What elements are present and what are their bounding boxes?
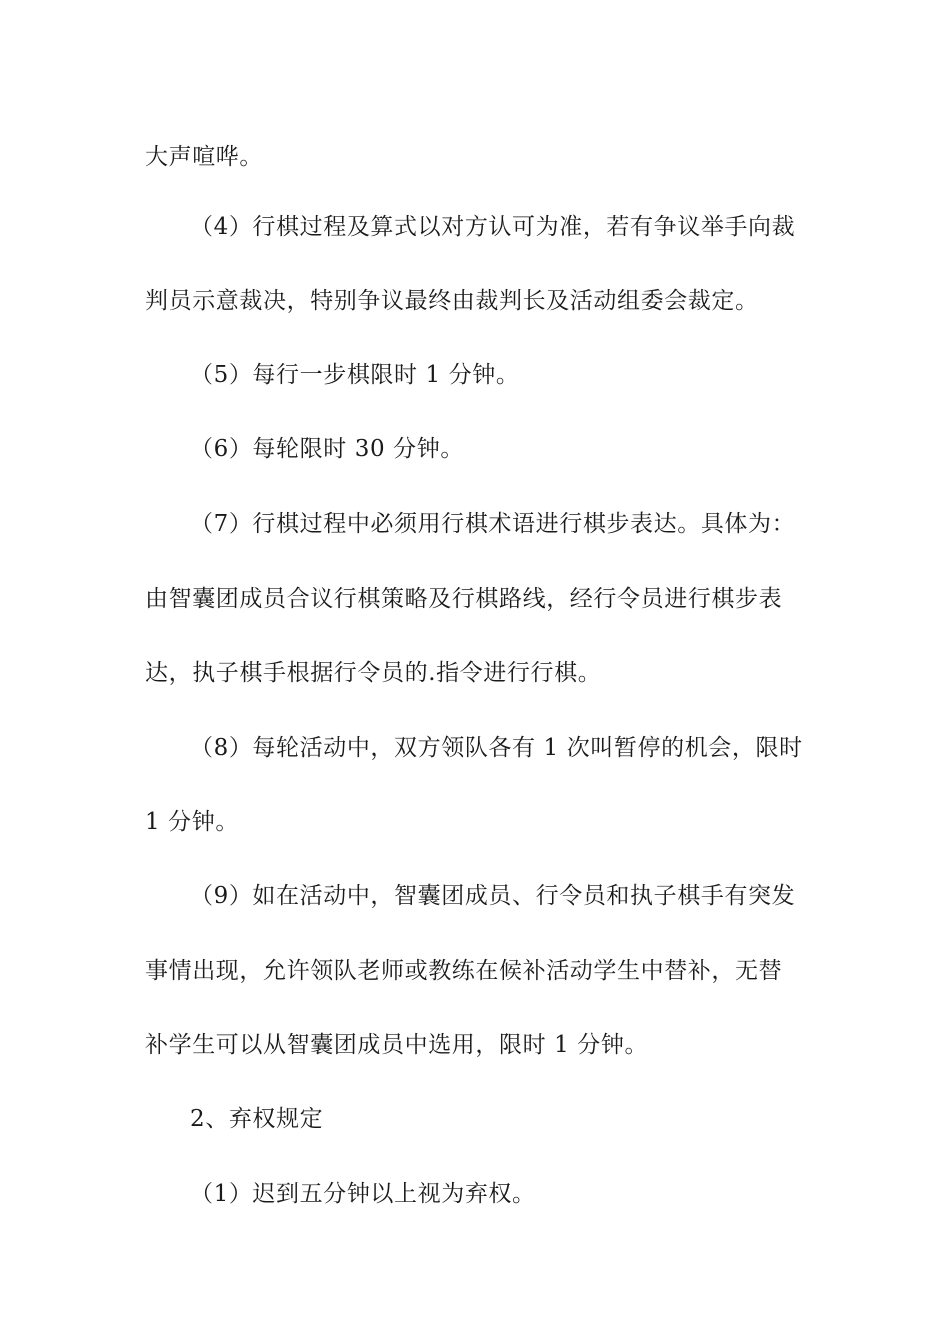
- text-line-continuation: 大声喧哗。: [145, 144, 263, 170]
- text-line-rule-9-cont-2: 补学生可以从智囊团成员中选用，限时 1 分钟。: [145, 1032, 649, 1058]
- text-line-rule-6: （6）每轮限时 30 分钟。: [190, 436, 464, 462]
- text-line-rule-9: （9）如在活动中，智囊团成员、行令员和执子棋手有突发: [190, 883, 796, 909]
- section-heading-forfeit: 2、弃权规定: [190, 1106, 324, 1132]
- text-line-rule-4-cont: 判员示意裁决，特别争议最终由裁判长及活动组委会裁定。: [145, 288, 759, 314]
- text-line-rule-9-cont-1: 事情出现，允许领队老师或教练在候补活动学生中替补，无替: [145, 958, 783, 984]
- text-line-rule-7: （7）行棋过程中必须用行棋术语进行棋步表达。具体为：: [190, 511, 796, 537]
- text-line-rule-7-cont-1: 由智囊团成员合议行棋策略及行棋路线，经行令员进行棋步表: [145, 586, 783, 612]
- text-line-rule-8-cont: 1 分钟。: [145, 809, 239, 835]
- text-line-rule-4: （4）行棋过程及算式以对方认可为准，若有争议举手向裁: [190, 214, 796, 240]
- text-line-forfeit-1: （1）迟到五分钟以上视为弃权。: [190, 1181, 536, 1207]
- text-line-rule-5: （5）每行一步棋限时 1 分钟。: [190, 362, 520, 388]
- text-line-rule-8: （8）每轮活动中，双方领队各有 1 次叫暂停的机会，限时: [190, 735, 803, 761]
- text-line-rule-7-cont-2: 达，执子棋手根据行令员的.指令进行行棋。: [145, 660, 602, 686]
